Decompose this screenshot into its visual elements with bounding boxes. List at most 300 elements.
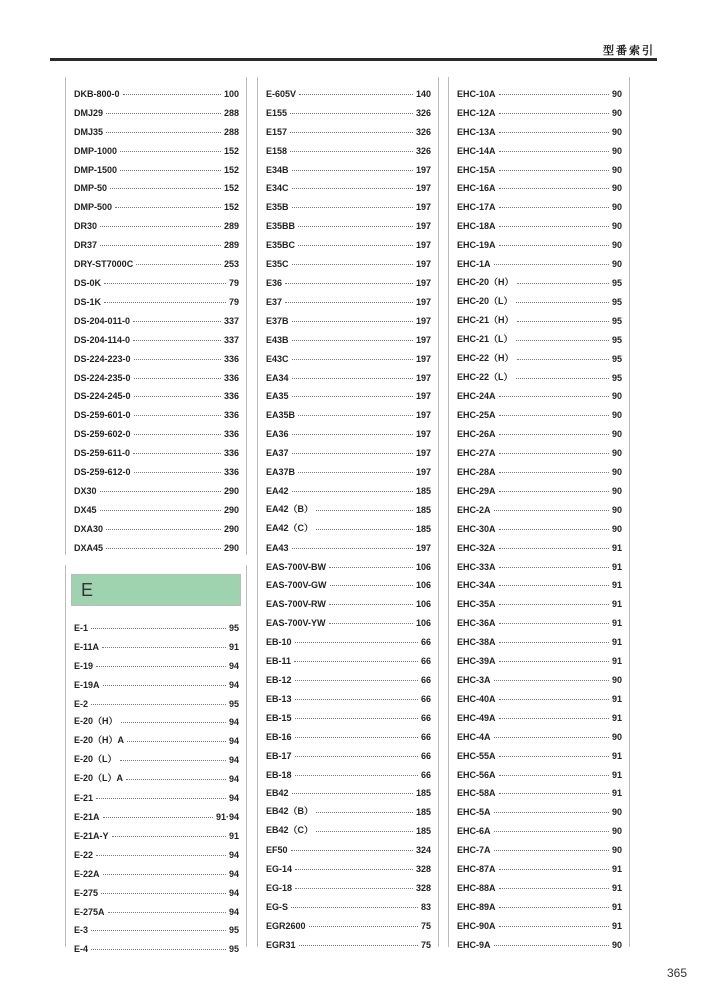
dot-leader (295, 775, 418, 776)
index-entry (266, 817, 431, 836)
page-ref: 90 (611, 504, 622, 515)
page-ref: 197 (415, 334, 431, 345)
page-ref: 106 (415, 599, 431, 610)
index-entry (74, 917, 239, 936)
page-ref: 90 (611, 429, 622, 440)
dot-leader (100, 226, 221, 227)
page-number: 365 (666, 966, 687, 980)
dot-leader (294, 661, 418, 662)
index-entry (74, 288, 239, 307)
model-code: EHC-14A (457, 145, 496, 156)
model-code: E35C (266, 259, 289, 270)
page-ref: 90 (611, 826, 622, 837)
page-ref: 94 (228, 717, 239, 728)
index-entry (74, 690, 239, 709)
dot-leader (91, 930, 226, 931)
dot-leader (494, 850, 609, 851)
page-ref: 90 (611, 845, 622, 856)
page-ref: 197 (415, 467, 431, 478)
model-code: E-21A-Y (74, 830, 109, 841)
dot-leader (494, 812, 609, 813)
page-ref: 152 (223, 164, 239, 175)
dot-leader (499, 926, 609, 927)
model-code: DS-204-114-0 (74, 334, 131, 345)
dot-leader (295, 680, 418, 681)
index-list-e-2 (258, 77, 438, 950)
dot-leader (499, 699, 609, 700)
dot-leader (499, 396, 609, 397)
dot-leader (103, 817, 213, 818)
model-code: EA36 (266, 429, 289, 440)
dot-leader (516, 302, 609, 303)
model-code: DS-224-235-0 (74, 372, 131, 383)
page-ref: 91 (611, 599, 622, 610)
page-ref: 91 (611, 561, 622, 572)
model-code: EGR31 (266, 939, 296, 950)
index-entry (457, 439, 622, 458)
dot-leader (499, 869, 609, 870)
index-entry (266, 798, 431, 817)
model-code: EHC-9A (457, 939, 491, 950)
page-ref: 66 (420, 656, 431, 667)
page-ref: 289 (223, 240, 239, 251)
model-code: EHC-20（L） (457, 295, 513, 306)
index-entry (74, 420, 239, 439)
model-code: EHC-40A (457, 693, 496, 704)
page-ref: 290 (223, 504, 239, 515)
dot-leader (123, 94, 221, 95)
index-entry (457, 231, 622, 250)
page-ref: 91 (611, 693, 622, 704)
model-code: EB-15 (266, 712, 292, 723)
page-ref: 95 (228, 622, 239, 633)
index-entry (74, 231, 239, 250)
dot-leader (292, 491, 413, 492)
model-code: EGR2600 (266, 920, 306, 931)
index-entry (266, 553, 431, 572)
dot-leader (291, 850, 413, 851)
page-ref: 337 (223, 334, 239, 345)
index-entry (266, 193, 431, 212)
model-code: E-22A (74, 868, 100, 879)
index-entry (457, 836, 622, 855)
page-ref: 83 (420, 901, 431, 912)
model-code: DMP-500 (74, 202, 113, 213)
model-code: EHC-21（L） (457, 333, 513, 344)
dot-leader (298, 226, 413, 227)
dot-leader (499, 793, 609, 794)
model-code: EAS-700V-GW (266, 580, 327, 591)
dot-leader (298, 245, 413, 246)
page-ref: 197 (415, 221, 431, 232)
model-code: EB-10 (266, 637, 292, 648)
page-ref: 95 (228, 925, 239, 936)
model-code: EHC-49A (457, 712, 496, 723)
page-ref: 94 (228, 887, 239, 898)
index-list-ehc (449, 77, 629, 950)
page-ref: 197 (415, 164, 431, 175)
index-entry (74, 935, 239, 954)
index-entry (74, 822, 239, 841)
index-entry (457, 780, 622, 799)
dot-leader (494, 510, 609, 511)
index-entry (74, 841, 239, 860)
page-ref: 197 (415, 410, 431, 421)
index-entry (457, 401, 622, 420)
index-entry (457, 572, 622, 591)
page-ref: 91 (611, 637, 622, 648)
index-list-e (66, 611, 246, 954)
page-ref: 66 (420, 731, 431, 742)
index-entry (457, 515, 622, 534)
dot-leader (103, 874, 226, 875)
index-entry (266, 458, 431, 477)
dot-leader (108, 912, 226, 913)
dot-leader (285, 302, 413, 303)
model-code: EHC-12A (457, 107, 496, 118)
dot-leader (295, 756, 418, 757)
index-entry (457, 931, 622, 950)
index-entry (74, 803, 239, 822)
index-entry (266, 250, 431, 269)
dot-leader (329, 567, 413, 568)
dot-leader (120, 170, 221, 171)
page-ref: 66 (420, 675, 431, 685)
dot-leader (517, 283, 609, 284)
model-code: E34B (266, 164, 289, 175)
page-ref: 185 (415, 807, 431, 818)
index-entry (457, 383, 622, 402)
page-ref: 91 (611, 882, 622, 893)
page-ref: 152 (223, 202, 239, 213)
index-entry (74, 652, 239, 671)
index-entry (266, 326, 431, 345)
index-entry (74, 614, 239, 633)
dot-leader (516, 378, 609, 379)
dot-leader (499, 415, 609, 416)
model-code: E34C (266, 183, 289, 194)
model-code: EHC-28A (457, 467, 496, 478)
index-entry (266, 515, 431, 534)
model-code: E-19A (74, 679, 100, 690)
page-ref: 197 (415, 372, 431, 383)
page-ref: 197 (415, 296, 431, 307)
model-code: EHC-17A (457, 202, 496, 213)
dot-leader (295, 718, 418, 719)
page-ref: 90 (611, 731, 622, 742)
model-code: EHC-5A (457, 807, 491, 818)
index-entry (457, 477, 622, 496)
model-code: DXA45 (74, 542, 104, 553)
model-code: EHC-34A (457, 580, 496, 591)
page-ref: 91 (611, 864, 622, 875)
page-ref: 94 (228, 774, 239, 785)
model-code: EHC-36A (457, 618, 496, 629)
page-ref: 185 (415, 826, 431, 837)
dot-leader (91, 704, 226, 705)
model-code: EHC-1A (457, 259, 491, 270)
model-code: E35B (266, 202, 289, 213)
model-code: E-275 (74, 887, 99, 898)
page-ref: 66 (420, 637, 431, 648)
page-ref: 326 (415, 126, 431, 137)
page-ref: 90 (611, 675, 622, 685)
index-entry (74, 80, 239, 99)
index-entry (266, 780, 431, 799)
index-entry (266, 590, 431, 609)
dot-leader (133, 453, 221, 454)
page-ref: 197 (415, 259, 431, 270)
dot-leader (499, 567, 609, 568)
dot-leader (494, 680, 609, 681)
dot-leader (499, 548, 609, 549)
dot-leader (100, 510, 221, 511)
page-ref: 94 (228, 660, 239, 671)
model-code: EHC-58A (457, 788, 496, 799)
dot-leader (121, 722, 226, 723)
model-code: EA37B (266, 467, 296, 478)
index-entry (266, 212, 431, 231)
index-entry (266, 401, 431, 420)
dot-leader (499, 756, 609, 757)
index-entry (457, 590, 622, 609)
index-entry (266, 439, 431, 458)
index-entry (266, 704, 431, 723)
model-code: EHC-6A (457, 826, 491, 837)
index-entry (457, 704, 622, 723)
dot-leader (292, 453, 413, 454)
index-entry (457, 326, 622, 345)
dot-leader (134, 434, 221, 435)
model-code: DR30 (74, 221, 98, 232)
index-entry (266, 477, 431, 496)
model-code: E-20（L）A (74, 773, 124, 784)
page-ref: 90 (611, 485, 622, 496)
page-ref: 91 (228, 830, 239, 841)
dot-leader (104, 283, 226, 284)
index-entry (266, 931, 431, 950)
page-ref: 79 (228, 296, 239, 307)
model-code: E43C (266, 353, 289, 364)
page-ref: 288 (223, 107, 239, 118)
index-entry (74, 458, 239, 477)
page-ref: 336 (223, 410, 239, 421)
model-code: EHC-24A (457, 391, 496, 402)
model-code: EHC-55A (457, 750, 496, 761)
dot-leader (499, 113, 609, 114)
dot-leader (330, 585, 413, 586)
index-entry (74, 784, 239, 803)
model-code: E-11A (74, 641, 100, 652)
index-entry (74, 496, 239, 515)
dot-leader (499, 151, 609, 152)
model-code: EF50 (266, 845, 288, 856)
index-entry (266, 99, 431, 118)
index-entry (457, 647, 622, 666)
page-ref: 90 (611, 448, 622, 459)
index-entry (457, 307, 622, 326)
dot-leader (120, 760, 226, 761)
page-ref: 95 (611, 353, 622, 364)
page-ref: 94 (228, 736, 239, 747)
page-ref: 197 (415, 353, 431, 364)
model-code: DS-204-011-0 (74, 315, 131, 326)
page-ref: 197 (415, 448, 431, 459)
index-entry (74, 534, 239, 553)
index-entry (457, 855, 622, 874)
dot-leader (112, 836, 226, 837)
index-entry (266, 364, 431, 383)
index-entry (266, 761, 431, 780)
index-entry (74, 156, 239, 175)
dot-leader (298, 415, 413, 416)
index-entry (457, 761, 622, 780)
model-code: EHC-22（H） (457, 352, 514, 363)
index-entry (457, 118, 622, 137)
dot-leader (299, 945, 418, 946)
model-code: E35BC (266, 240, 296, 251)
page-ref: 336 (223, 429, 239, 440)
dot-leader (134, 415, 221, 416)
model-code: E-19 (74, 660, 94, 671)
model-code: EHC-19A (457, 240, 496, 251)
index-entry (266, 572, 431, 591)
model-code: E155 (266, 107, 288, 118)
page-ref: 90 (611, 202, 622, 213)
page-ref: 253 (223, 259, 239, 270)
model-code: EHC-39A (457, 656, 496, 667)
index-entry (266, 893, 431, 912)
page-ref: 197 (415, 315, 431, 326)
index-entry (266, 685, 431, 704)
page-ref: 106 (415, 561, 431, 572)
page-ref: 90 (611, 807, 622, 818)
index-column-3 (448, 77, 630, 950)
dot-leader (115, 207, 221, 208)
model-code: EB42（C） (266, 825, 314, 836)
model-code: EB42（B） (266, 806, 314, 817)
index-entry (266, 628, 431, 647)
page-ref: 95 (228, 698, 239, 709)
model-code: EA43 (266, 542, 289, 553)
page-ref: 197 (415, 240, 431, 251)
dot-leader (494, 831, 609, 832)
model-code: EHC-89A (457, 901, 496, 912)
dot-leader (292, 321, 413, 322)
model-code: EA42 (266, 485, 289, 496)
index-entry (266, 345, 431, 364)
dot-leader (292, 359, 413, 360)
index-entry (74, 250, 239, 269)
page-ref: 90 (611, 240, 622, 251)
page-header-title: 型番索引 (603, 45, 655, 57)
model-code: EHC-10A (457, 88, 496, 99)
index-entry (457, 80, 622, 99)
dot-leader (96, 855, 226, 856)
model-code: DX45 (74, 504, 97, 515)
dot-leader (96, 798, 226, 799)
page-ref: 90 (611, 221, 622, 232)
page-ref: 185 (415, 523, 431, 534)
model-code: EHC-21（H） (457, 314, 514, 325)
index-entry (74, 326, 239, 345)
model-code: EAS-700V-RW (266, 599, 326, 610)
index-entry (266, 137, 431, 156)
model-code: E158 (266, 145, 288, 156)
model-code: EHC-56A (457, 769, 496, 780)
index-entry (457, 250, 622, 269)
model-code: DXA30 (74, 523, 104, 534)
model-code: EB-11 (266, 656, 292, 667)
index-entry (457, 798, 622, 817)
page-ref: 336 (223, 467, 239, 478)
index-entry (266, 874, 431, 893)
index-entry (457, 912, 622, 931)
dot-leader (292, 396, 413, 397)
model-code: EAS-700V-BW (266, 561, 327, 572)
model-code: E-21A (74, 811, 100, 822)
dot-leader (292, 264, 413, 265)
dot-leader (110, 188, 221, 189)
model-code: EHC-4A (457, 731, 491, 742)
page-ref: 94 (228, 679, 239, 690)
model-code: EB-12 (266, 675, 292, 685)
dot-leader (499, 529, 609, 530)
dot-leader (292, 548, 413, 549)
index-entry (74, 515, 239, 534)
dot-leader (499, 245, 609, 246)
page-ref: 94 (228, 868, 239, 879)
index-entry (74, 709, 239, 728)
dot-leader (499, 907, 609, 908)
index-entry (266, 383, 431, 402)
model-code: EG-14 (266, 864, 293, 875)
model-code: E-20（L） (74, 754, 117, 765)
dot-leader (499, 188, 609, 189)
page-ref: 326 (415, 107, 431, 118)
page-ref: 91 (611, 901, 622, 912)
model-code: EHC-13A (457, 126, 496, 137)
model-code: DMP-1000 (74, 145, 118, 156)
index-entry (266, 175, 431, 194)
page-ref: 95 (611, 296, 622, 307)
model-code: EB-16 (266, 731, 292, 742)
index-entry (266, 420, 431, 439)
model-code: DS-259-612-0 (74, 467, 131, 478)
page-ref: 79 (228, 277, 239, 288)
index-entry (74, 364, 239, 383)
dot-leader (291, 907, 418, 908)
model-code: DS-0K (74, 277, 102, 288)
dot-leader (126, 779, 226, 780)
index-entry (266, 855, 431, 874)
dot-leader (127, 741, 226, 742)
page-ref: 152 (223, 145, 239, 156)
model-code: DS-1K (74, 296, 102, 307)
model-code: E-275A (74, 906, 105, 917)
dot-leader (295, 737, 418, 738)
model-code: DRY-ST7000C (74, 259, 134, 270)
model-code: EB-17 (266, 750, 292, 761)
dot-leader (292, 340, 413, 341)
dot-leader (329, 604, 413, 605)
page-ref: 336 (223, 391, 239, 402)
page-ref: 95 (228, 944, 239, 955)
dot-leader (292, 207, 413, 208)
dot-leader (499, 170, 609, 171)
dot-leader (292, 793, 413, 794)
dot-leader (295, 888, 413, 889)
